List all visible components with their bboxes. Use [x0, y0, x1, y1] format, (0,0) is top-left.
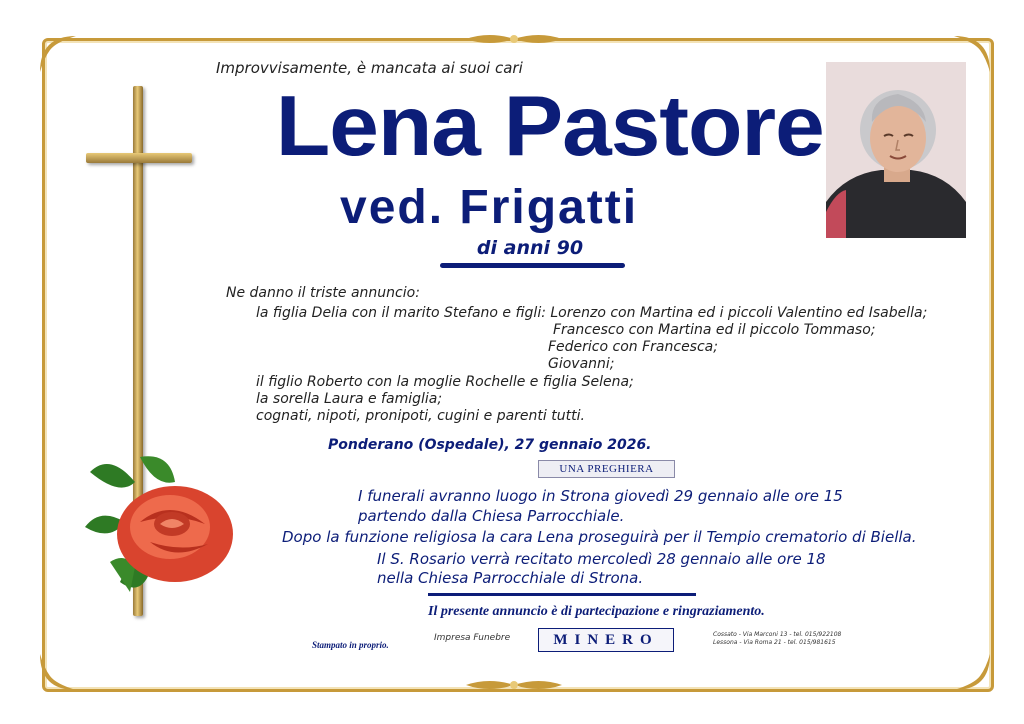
contact-line: Lessona - Via Roma 21 - tel. 015/981615 [713, 639, 836, 646]
corner-ornament-icon [950, 650, 994, 694]
deceased-name: Lena Pastore [275, 79, 824, 174]
divider [440, 263, 625, 268]
funeral-line: I funerali avranno luogo in Strona giovedì 29 gennaio alle ore 15 [358, 487, 843, 505]
funeral-line: Il S. Rosario verrà recitato mercoledì 28 gennaio alle ore 18 [377, 550, 826, 568]
funeral-line: partendo dalla Chiesa Parrocchiale. [358, 507, 625, 525]
rose-icon [80, 452, 240, 602]
funeral-line: Dopo la funzione religiosa la cara Lena proseguirà per il Tempio crematorio di Biella. [282, 528, 917, 546]
announcement-line: Giovanni; [548, 356, 615, 372]
top-ornament-icon [464, 31, 564, 47]
intro-text: Improvvisamente, è mancata ai suoi cari [216, 59, 523, 77]
corner-ornament-icon [36, 32, 80, 76]
announcement-line: la figlia Delia con il marito Stefano e figli: Lorenzo con Martina ed i piccoli Valentino ed Isabella; [256, 305, 928, 321]
announcement-line: il figlio Roberto con la moglie Rochelle e figlia Selena; [256, 374, 634, 390]
corner-ornament-icon [36, 650, 80, 694]
announcement-heading: Ne danno il triste annuncio: [226, 285, 420, 301]
printed-text: Stampato in proprio. [312, 640, 389, 650]
married-name: ved. Frigatti [340, 181, 639, 234]
prayer-button[interactable]: UNA PREGHIERA [538, 460, 675, 478]
age-text: di anni 90 [476, 237, 584, 259]
impresa-label: Impresa Funebre [434, 633, 511, 643]
divider [428, 593, 696, 596]
announcement-line: Francesco con Martina ed il piccolo Tommaso; [553, 322, 876, 338]
announcement-line: la sorella Laura e famiglia; [256, 391, 443, 407]
company-logo: MINERO [538, 628, 674, 652]
announcement-line: Federico con Francesca; [548, 339, 718, 355]
bottom-ornament-icon [464, 677, 564, 693]
place-date: Ponderano (Ospedale), 27 gennaio 2026. [328, 437, 652, 453]
funeral-line: nella Chiesa Parrocchiale di Strona. [377, 569, 644, 587]
thanks-text: Il presente annuncio è di partecipazione e ringraziamento. [428, 604, 765, 619]
contact-line: Cossato - Via Marconi 13 - tel. 015/922108 [713, 631, 842, 638]
announcement-line: cognati, nipoti, pronipoti, cugini e parenti tutti. [256, 408, 585, 424]
portrait-photo [826, 62, 966, 238]
